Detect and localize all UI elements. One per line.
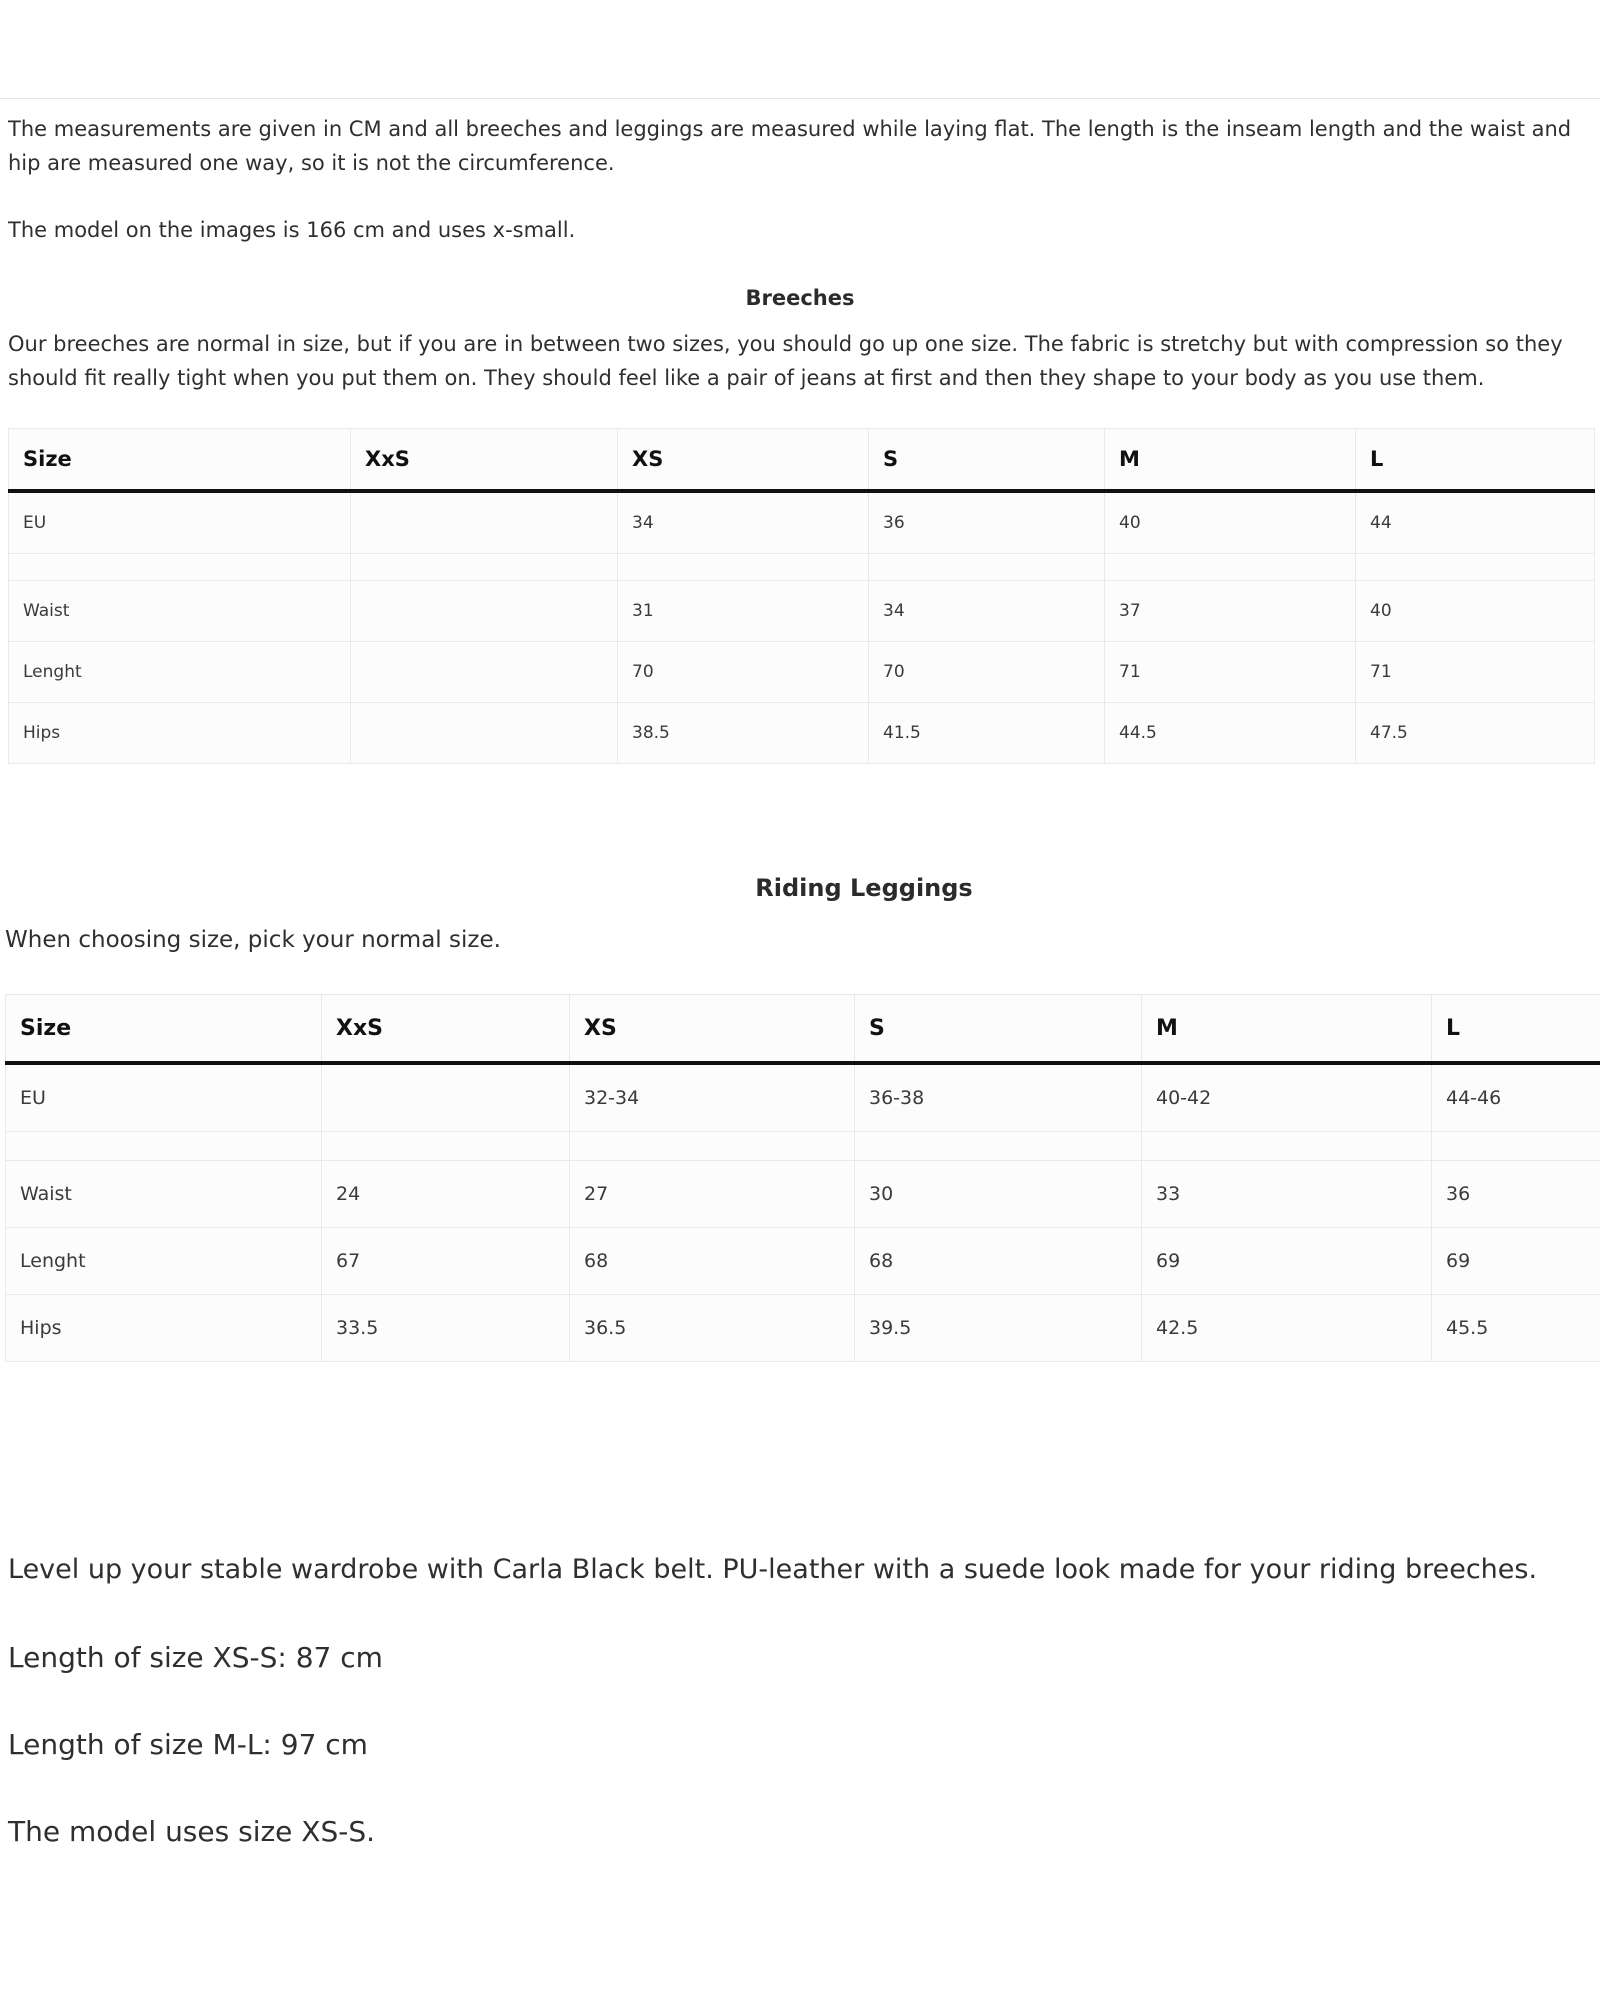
- table-cell: EU: [9, 491, 351, 554]
- table-cell: 44.5: [1105, 703, 1356, 764]
- table-cell: 34: [869, 581, 1105, 642]
- table-row: [6, 1228, 1600, 1295]
- model-info-text: The model on the images is 166 cm and uses x-small.: [8, 218, 576, 242]
- table-header-row: [9, 429, 1595, 492]
- table-cell: [351, 642, 618, 703]
- table-row: [9, 554, 1595, 581]
- table-cell: 71: [1105, 642, 1356, 703]
- column-header: Size: [6, 995, 322, 1064]
- column-header: Size: [9, 429, 351, 492]
- table-cell: 33: [1142, 1161, 1432, 1228]
- column-header: XS: [570, 995, 855, 1064]
- column-header: L: [1356, 429, 1595, 492]
- column-header: S: [855, 995, 1142, 1064]
- table-row: [9, 491, 1595, 554]
- table-cell: Waist: [6, 1161, 322, 1228]
- table-cell: [869, 554, 1105, 581]
- table-cell: [322, 1063, 570, 1132]
- table-row: [6, 1132, 1600, 1161]
- table-row: [9, 581, 1595, 642]
- table-cell: [1356, 554, 1595, 581]
- table-row: [6, 1161, 1600, 1228]
- riding-leggings-heading: Riding Leggings: [755, 874, 973, 902]
- table-cell: [1432, 1132, 1600, 1161]
- table-cell: [351, 581, 618, 642]
- table-cell: 69: [1432, 1228, 1600, 1295]
- table-row: [6, 1295, 1600, 1362]
- table-row: [6, 1063, 1600, 1132]
- table-cell: 69: [1142, 1228, 1432, 1295]
- leggings-description: When choosing size, pick your normal size.: [5, 927, 501, 953]
- table-cell: 36.5: [570, 1295, 855, 1362]
- table-cell: Lenght: [9, 642, 351, 703]
- table-row: [9, 642, 1595, 703]
- table-cell: 40-42: [1142, 1063, 1432, 1132]
- table-cell: Lenght: [6, 1228, 322, 1295]
- table-cell: 71: [1356, 642, 1595, 703]
- table-cell: 44-46: [1432, 1063, 1600, 1132]
- table-cell: 68: [855, 1228, 1142, 1295]
- top-divider: [0, 98, 1600, 99]
- table-cell: 39.5: [855, 1295, 1142, 1362]
- table-cell: 40: [1356, 581, 1595, 642]
- table-cell: 70: [869, 642, 1105, 703]
- table-cell: [618, 554, 869, 581]
- table-cell: Hips: [9, 703, 351, 764]
- breeches-heading: Breeches: [745, 286, 855, 310]
- breeches-description-line-1: Our breeches are normal in size, but if you are in between two sizes, you should go up one size. The fabric is stretchy but with compression so they: [8, 332, 1563, 356]
- column-header: L: [1432, 995, 1600, 1064]
- table-cell: 36: [1432, 1161, 1600, 1228]
- table-cell: EU: [6, 1063, 322, 1132]
- table-cell: 31: [618, 581, 869, 642]
- belt-length-m-l: Length of size M-L: 97 cm: [8, 1728, 368, 1761]
- table-cell: 36-38: [855, 1063, 1142, 1132]
- column-header: XxS: [351, 429, 618, 492]
- table-cell: 37: [1105, 581, 1356, 642]
- table-cell: Waist: [9, 581, 351, 642]
- intro-text-line-1: The measurements are given in CM and all breeches and leggings are measured while laying flat. The length is the inseam length and the waist and: [8, 117, 1572, 141]
- table-cell: [1142, 1132, 1432, 1161]
- table-cell: [1105, 554, 1356, 581]
- table-header-row: [6, 995, 1600, 1064]
- table-cell: 45.5: [1432, 1295, 1600, 1362]
- table-cell: 67: [322, 1228, 570, 1295]
- breeches-description-line-2: should fit really tight when you put them on. They should feel like a pair of jeans at first and then they shape to your body as you use them.: [8, 366, 1485, 390]
- table-cell: [855, 1132, 1142, 1161]
- leggings-size-table: [5, 994, 1600, 1362]
- table-cell: 38.5: [618, 703, 869, 764]
- column-header: XxS: [322, 995, 570, 1064]
- table-cell: 40: [1105, 491, 1356, 554]
- table-cell: 33.5: [322, 1295, 570, 1362]
- table-cell: [322, 1132, 570, 1161]
- table-row: [9, 703, 1595, 764]
- column-header: XS: [618, 429, 869, 492]
- table-cell: [351, 554, 618, 581]
- table-cell: 27: [570, 1161, 855, 1228]
- table-cell: [351, 703, 618, 764]
- breeches-size-table: [8, 428, 1595, 764]
- table-cell: Hips: [6, 1295, 322, 1362]
- table-cell: 44: [1356, 491, 1595, 554]
- table-cell: 32-34: [570, 1063, 855, 1132]
- belt-model-size: The model uses size XS-S.: [8, 1815, 376, 1848]
- table-cell: 68: [570, 1228, 855, 1295]
- table-cell: [570, 1132, 855, 1161]
- intro-text-line-2: hip are measured one way, so it is not the circumference.: [8, 151, 615, 175]
- table-cell: 36: [869, 491, 1105, 554]
- table-cell: [351, 491, 618, 554]
- table-cell: 41.5: [869, 703, 1105, 764]
- column-header: M: [1105, 429, 1356, 492]
- belt-length-xs-s: Length of size XS-S: 87 cm: [8, 1641, 383, 1674]
- table-cell: 24: [322, 1161, 570, 1228]
- table-cell: 34: [618, 491, 869, 554]
- table-cell: 30: [855, 1161, 1142, 1228]
- table-cell: 42.5: [1142, 1295, 1432, 1362]
- belt-description: Level up your stable wardrobe with Carla Black belt. PU-leather with a suede look made for your riding breeches.: [8, 1554, 1538, 1585]
- column-header: S: [869, 429, 1105, 492]
- column-header: M: [1142, 995, 1432, 1064]
- table-cell: 47.5: [1356, 703, 1595, 764]
- table-cell: [6, 1132, 322, 1161]
- table-cell: [9, 554, 351, 581]
- table-cell: 70: [618, 642, 869, 703]
